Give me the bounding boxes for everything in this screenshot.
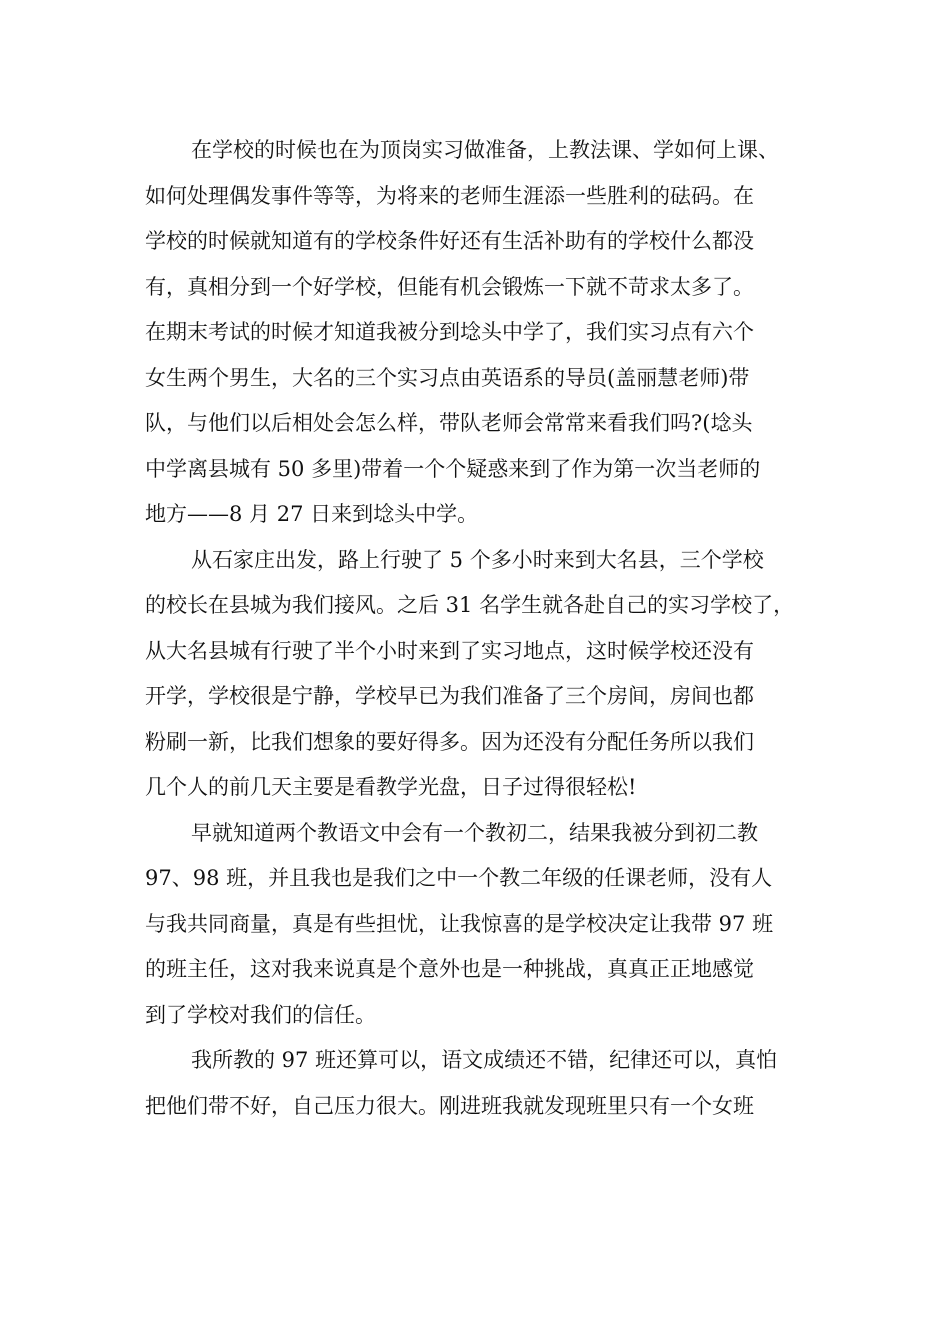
text-line: 学校的时候就知道有的学校条件好还有生活补助有的学校什么都没 bbox=[145, 229, 754, 253]
text-line: 早就知道两个教语文中会有一个教初二，结果我被分到初二教 bbox=[191, 820, 758, 845]
text-line: 到了学校对我们的信任。 bbox=[145, 1002, 376, 1027]
text-line: 的校长在县城为我们接风。之后 31 名学生就各赴自己的实习学校了， bbox=[145, 593, 795, 617]
text-line: 从石家庄出发，路上行驶了 5 个多小时来到大名县，三个学校 bbox=[191, 547, 764, 572]
text-line: 我所教的 97 班还算可以，语文成绩还不错，纪律还可以，真怕 bbox=[191, 1048, 778, 1072]
text-line: 有，真相分到一个好学校，但能有机会锻炼一下就不苛求太多了。 bbox=[145, 274, 754, 299]
text-line: 中学离县城有 50 多里)带着一个个疑惑来到了作为第一次当老师的 bbox=[145, 456, 761, 481]
document-body bbox=[145, 128, 835, 1129]
text-line: 如何处理偶发事件等等，为将来的老师生涯添一些胜利的砝码。在 bbox=[145, 183, 754, 208]
text-line: 地方——8 月 27 日来到埝头中学。 bbox=[145, 502, 479, 526]
text-line: 从大名县城有行驶了半个小时来到了实习地点，这时候学校还没有 bbox=[145, 638, 754, 663]
text-line: 开学，学校很是宁静，学校早已为我们准备了三个房间，房间也都 bbox=[145, 684, 754, 708]
text-line: 在学校的时候也在为顶岗实习做准备，上教法课、学如何上课、 bbox=[191, 138, 779, 162]
text-line: 的班主任，这对我来说真是个意外也是一种挑战，真真正正地感觉 bbox=[145, 957, 754, 981]
text-line: 几个人的前几天主要是看教学光盘，日子过得很轻松! bbox=[145, 775, 637, 799]
text-line: 女生两个男生，大名的三个实习点由英语系的导员(盖丽慧老师)带 bbox=[145, 365, 750, 390]
text-line: 把他们带不好，自己压力很大。刚进班我就发现班里只有一个女班 bbox=[145, 1093, 754, 1118]
text-line: 粉刷一新，比我们想象的要好得多。因为还没有分配任务所以我们 bbox=[145, 729, 754, 754]
text-line: 在期末考试的时候才知道我被分到埝头中学了，我们实习点有六个 bbox=[145, 320, 754, 344]
text-line: 与我共同商量，真是有些担忧，让我惊喜的是学校决定让我带 97 班 bbox=[145, 911, 774, 936]
text-line: 97、98 班，并且我也是我们之中一个教二年级的任课老师，没有人 bbox=[145, 866, 773, 890]
text-line: 队，与他们以后相处会怎么样，带队老师会常常来看我们吗?(埝头 bbox=[145, 411, 753, 435]
